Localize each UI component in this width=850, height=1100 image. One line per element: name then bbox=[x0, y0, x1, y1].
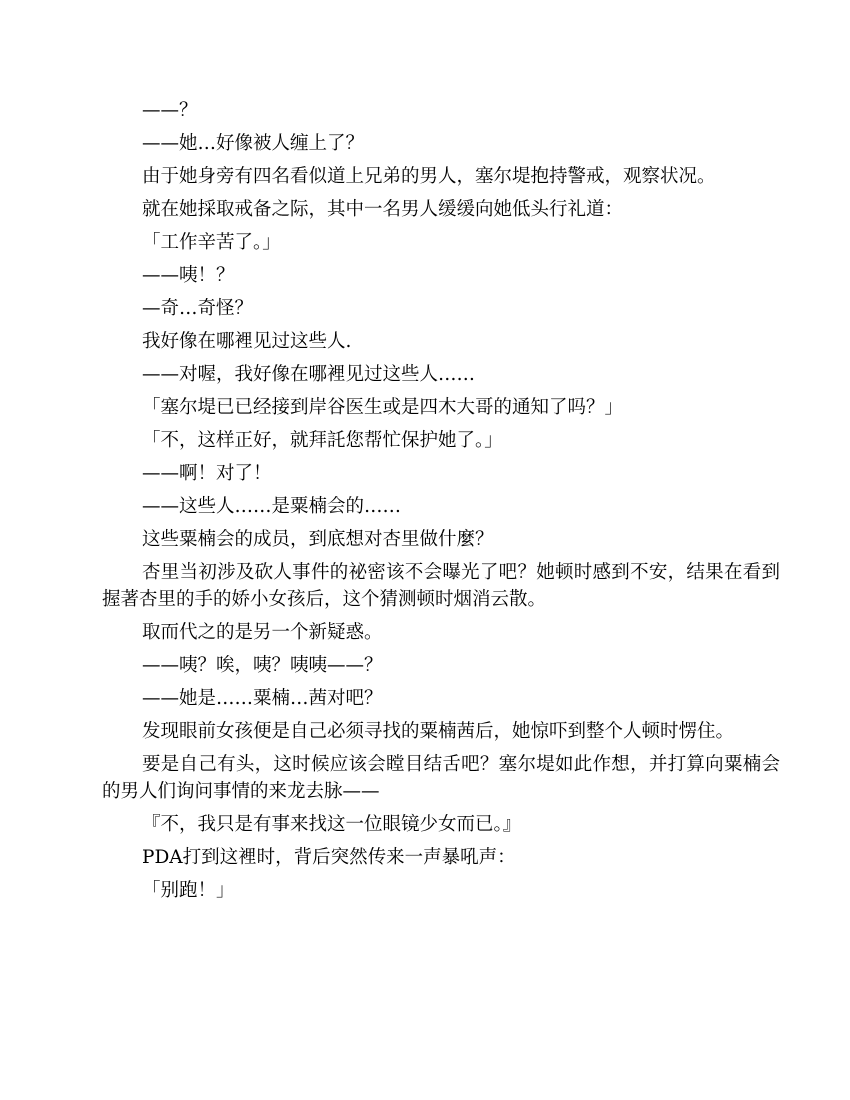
paragraph: 「工作辛苦了。」 bbox=[142, 232, 281, 253]
paragraph: ——她…好像被人缠上了？ bbox=[142, 133, 365, 154]
body-text bbox=[102, 97, 780, 910]
paragraph: 我好像在哪裡见过这些人. bbox=[142, 331, 352, 352]
paragraph: 「塞尔堤已已经接到岸谷医生或是四木大哥的通知了吗？」 bbox=[142, 397, 624, 418]
paragraph: ——？ bbox=[142, 100, 198, 121]
paragraph: ——咦？唉，咦？咦咦——？ bbox=[142, 655, 383, 676]
paragraph: 发现眼前女孩便是自己必须寻找的粟楠茜后，她惊吓到整个人顿时愣住。 bbox=[142, 721, 735, 742]
paragraph: ——这些人……是粟楠会的…… bbox=[142, 496, 402, 517]
paragraph: 「不，这样正好，就拜託您帮忙保护她了。」 bbox=[142, 430, 503, 451]
paragraph: ——对喔，我好像在哪裡见过这些人…… bbox=[142, 364, 476, 385]
paragraph: 这些粟楠会的成员，到底想对杏里做什麼？ bbox=[142, 529, 494, 550]
paragraph: 取而代之的是另一个新疑惑。 bbox=[142, 622, 383, 643]
paragraph: PDA打到这裡时，背后突然传来一声暴吼声： bbox=[142, 847, 516, 868]
paragraph: 「别跑！」 bbox=[142, 880, 235, 901]
paragraph: 就在她採取戒备之际，其中一名男人缓缓向她低头行礼道： bbox=[142, 199, 624, 220]
paragraph: 杏里当初涉及砍人事件的祕密该不会曝光了吧？她顿时感到不安，结果在看到握著杏里的手的娇小女孩后，这个猜测顿时烟消云散。 bbox=[102, 562, 780, 610]
paragraph: ——啊！对了！ bbox=[142, 463, 272, 484]
paragraph: ——她是……粟楠…茜对吧？ bbox=[142, 688, 383, 709]
paragraph: 由于她身旁有四名看似道上兄弟的男人，塞尔堤抱持警戒，观察状况。 bbox=[142, 166, 716, 187]
paragraph: —奇…奇怪？ bbox=[142, 298, 254, 319]
paragraph: ——咦！？ bbox=[142, 265, 235, 286]
paragraph: 要是自己有头，这时候应该会瞠目结舌吧？塞尔堤如此作想，并打算向粟楠会的男人们询问事情的来龙去脉—— bbox=[102, 754, 780, 802]
paragraph: 『不，我只是有事来找这一位眼镜少女而已。』 bbox=[142, 814, 522, 835]
